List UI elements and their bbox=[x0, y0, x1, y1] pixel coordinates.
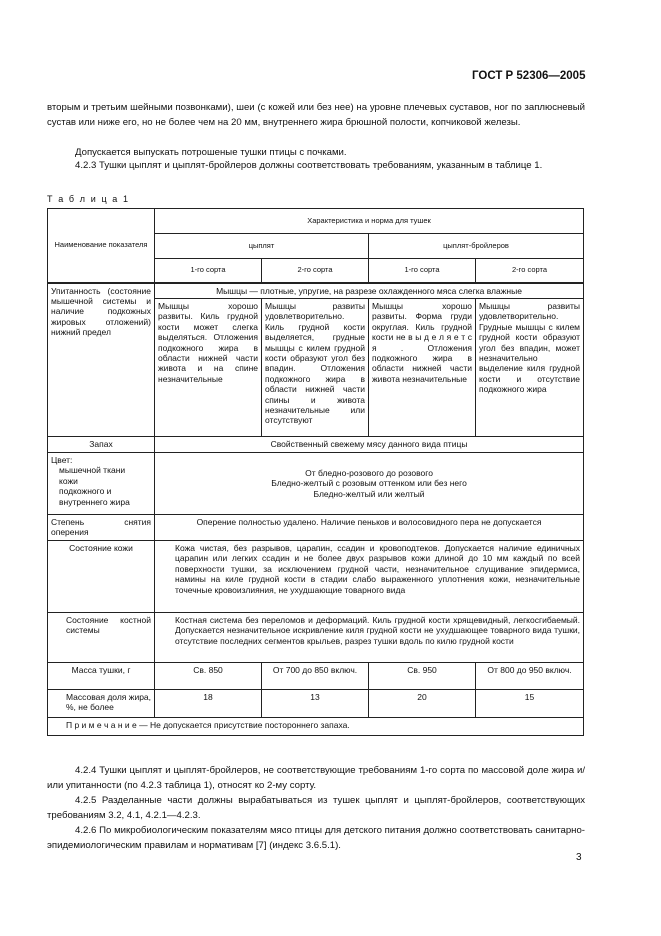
color-value-muscle: От бледно-розового до розового bbox=[305, 467, 433, 478]
row-mass-name: Масса тушки, г bbox=[48, 662, 155, 689]
paragraph-4-2-3 bbox=[47, 158, 585, 173]
row-fat-chickens-grade2: 13 bbox=[262, 689, 369, 717]
paragraph-continuation: вторым и третьим шейными позвонками), шеи (с кожей или без нее) на уровне плечевых суставов, ног по заплюсневый сустав или ниже его, но не более чем на 20 мм, внутреннего жира брюшной полости, копчиковой железы. bbox=[47, 102, 585, 128]
row-feather-value: Оперение полностью удалено. Наличие пеньков и волосовидного пера не допускается bbox=[155, 514, 584, 540]
row-mass-broilers-grade1: Св. 950 bbox=[369, 662, 476, 689]
row-fatness-name: Упитанность (состояние мышечной системы и наличие подкожных жировых отложений) нижний предел bbox=[48, 283, 155, 437]
row-mass-chickens-grade2: От 700 до 850 включ. bbox=[262, 662, 369, 689]
header-group-broilers: цыплят-бройлеров bbox=[369, 234, 584, 259]
paragraph-kidneys-text: Допускается выпускать потрошеные тушки птицы с почками. bbox=[75, 147, 347, 158]
row-fat-name: Массовая доля жира, %, не более bbox=[48, 689, 155, 717]
header-indicator-name: Наименование показателя bbox=[48, 209, 155, 283]
table-note-label: П р и м е ч а н и е bbox=[66, 719, 137, 730]
row-fatness-broilers-grade1 bbox=[369, 298, 476, 436]
row-skin-name: Состояние кожи bbox=[48, 540, 155, 612]
header-chickens-grade2: 2-го сорта bbox=[262, 259, 369, 283]
row-color-name bbox=[48, 452, 155, 514]
header-broilers-grade1: 1-го сорта bbox=[369, 259, 476, 283]
requirements-table bbox=[47, 208, 584, 736]
color-value-fat: Бледно-желтый или желтый bbox=[313, 488, 425, 499]
paragraph-4-2-4-text: 4.2.4 Тушки цыплят и цыплят-бройлеров, не соответствующие требованиям 1-го сорта по массовой доле жира и/или упитанности (по 4.2.3 таблица 1), относят ко 2-му сорту. bbox=[47, 765, 585, 791]
fatness-b1-part-b: Отложения подкожного жира в области нижней части живота незначительные bbox=[372, 342, 472, 384]
row-fat-chickens-grade1: 18 bbox=[155, 689, 262, 717]
paragraph-4-2-6 bbox=[47, 823, 585, 853]
paragraph-4-2-5 bbox=[47, 793, 585, 823]
color-label: Цвет: bbox=[51, 454, 73, 465]
row-fatness-broilers-grade2: Мышцы развиты удовлетворительно. Грудные мышцы с килем грудной кости образуют угол без впадин, может незначительно выделение киля грудной кости и отсутствие подкожного жира bbox=[476, 298, 584, 436]
row-fat-broilers-grade2: 15 bbox=[476, 689, 584, 717]
row-skin-value: Кожа чистая, без разрывов, царапин, ссадин и кровоподтеков. Допускается наличие единичных царапин или легких ссадин и не более двух разрывов кожи длиной до 10 мм каждый по всей поверхности тушки, за исключением грудной части, незначительное слущивание эпидермиса, намины на киле грудной кости в стадии слабо выраженного уплотнения кожи, незначительные точечные кровоизлияния, не ухудшающие товарного вида bbox=[155, 540, 584, 612]
page-number: 3 bbox=[576, 852, 582, 863]
fatness-b1-spaced: в ы д е л я е т с я . bbox=[372, 332, 472, 353]
row-smell-name: Запах bbox=[48, 436, 155, 452]
row-mass-broilers-grade2: От 800 до 950 включ. bbox=[476, 662, 584, 689]
header-broilers-grade2: 2-го сорта bbox=[476, 259, 584, 283]
row-fatness-common: Мышцы — плотные, упругие, на разрезе охлажденного мяса слегка влажные bbox=[155, 283, 584, 299]
row-color-value bbox=[155, 452, 584, 514]
header-characteristic: Характеристика и норма для тушек bbox=[155, 209, 584, 234]
row-bone-name: Состояние костной системы bbox=[48, 612, 155, 662]
header-group-chickens: цыплят bbox=[155, 234, 369, 259]
row-smell-value: Свойственный свежему мясу данного вида птицы bbox=[155, 436, 584, 452]
row-mass-chickens-grade1: Св. 850 bbox=[155, 662, 262, 689]
paragraph-4-2-6-text: 4.2.6 По микробиологическим показателям мясо птицы для детского питания должно соответствовать санитарно-эпидемиологическим правилам и нормативам [7] (индекс 3.6.5.1). bbox=[47, 825, 585, 851]
header-chickens-grade1: 1-го сорта bbox=[155, 259, 262, 283]
row-fatness-chickens-grade2: Мышцы развиты удовлетворительно. Киль грудной кости выделяется, грудные мышцы с килем грудной кости образуют угол без впадин. Отложения подкожного жира в области нижней части спины и живота незначительные или отсутствуют bbox=[262, 298, 369, 436]
document-id-header: ГОСТ Р 52306—2005 bbox=[472, 70, 586, 82]
color-label-muscle: мышечной ткани bbox=[59, 465, 126, 476]
paragraph-4-2-3-text: 4.2.3 Тушки цыплят и цыплят-бройлеров должны соответствовать требованиям, указанным в таблице 1. bbox=[75, 160, 543, 171]
paragraph-4-2-4 bbox=[47, 763, 585, 793]
row-fat-broilers-grade1: 20 bbox=[369, 689, 476, 717]
table-caption: Т а б л и ц а 1 bbox=[47, 194, 130, 204]
color-label-fat: подкожного и внутреннего жира bbox=[59, 486, 130, 507]
color-value-skin: Бледно-желтый с розовым оттенком или без него bbox=[271, 478, 467, 489]
fatness-b1-part-a: Мышцы хорошо развиты. Форма груди округлая. Киль грудной кости не bbox=[372, 300, 472, 343]
table-note-text: — Не допускается присутствие постороннего запаха. bbox=[136, 719, 350, 730]
paragraph-4-2-5-text: 4.2.5 Разделанные части должны вырабатываться из тушек цыплят и цыплят-бройлеров, соответствующих требованиям 3.2, 4.1, 4.2.1—4.2.3. bbox=[47, 795, 585, 821]
color-label-skin: кожи bbox=[59, 475, 78, 486]
row-feather-name: Степень снятия оперения bbox=[48, 514, 155, 540]
row-bone-value: Костная система без переломов и деформаций. Киль грудной кости хрящевидный, легкосгибаемый. Допускается незначительное искривление киля грудной кости не ухудшающее товарного вида тушки, отсутствие последних сегментов крыльев, разрез тушки вдоль по килю грудной кости bbox=[155, 612, 584, 662]
table-note bbox=[48, 717, 584, 735]
row-fatness-chickens-grade1: Мышцы хорошо развиты. Киль грудной кости может слегка выделяться. Отложения подкожного жира в области нижней части живота и на спине незначительные bbox=[155, 298, 262, 436]
